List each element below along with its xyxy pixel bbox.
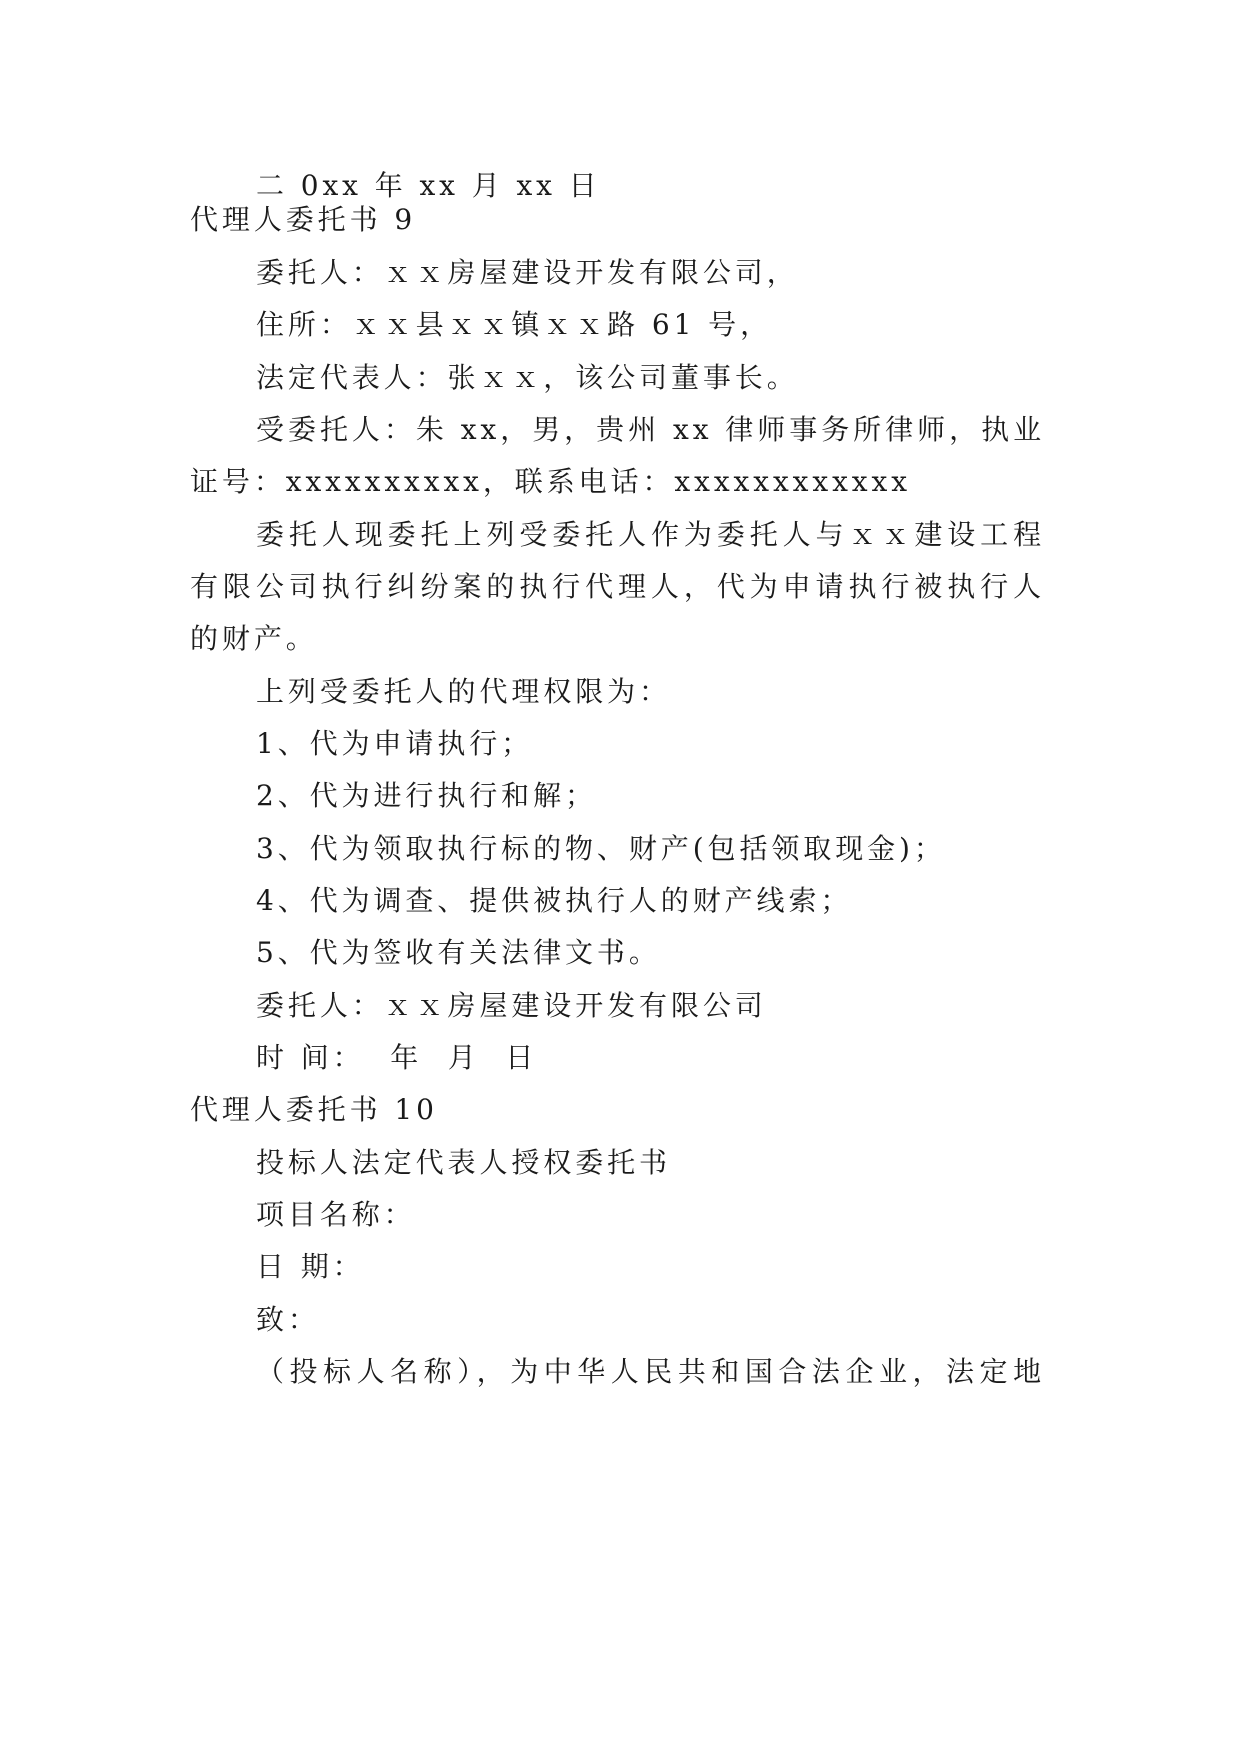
- address-line: 住所：ｘｘ县ｘｘ镇ｘｘ路 61 号，: [256, 308, 772, 341]
- to-label: 致：: [256, 1303, 320, 1336]
- date-label: 日 期：: [256, 1250, 365, 1283]
- body-line-3: 的财产。: [190, 622, 318, 655]
- section-9-title: 代理人委托书 9: [190, 203, 417, 236]
- power-item: 5、代为签收有关法律文书。: [256, 936, 661, 969]
- date-line: 二 0xx 年 xx 月 xx 日: [256, 169, 601, 202]
- section-10-title: 代理人委托书 10: [190, 1093, 438, 1126]
- power-item: 2、代为进行执行和解；: [256, 779, 597, 812]
- principal-line: 委托人：ｘｘ房屋建设开发有限公司，: [256, 256, 799, 289]
- body-line-2: 有限公司执行纠纷案的执行代理人，代为申请执行被执行人: [190, 570, 1045, 603]
- power-item: 1、代为申请执行；: [256, 727, 534, 760]
- legal-representative-line: 法定代表人：张ｘｘ，该公司董事长。: [256, 361, 799, 394]
- powers-intro: 上列受委托人的代理权限为：: [256, 675, 671, 708]
- power-item: 4、代为调查、提供被执行人的财产线索；: [256, 884, 853, 917]
- signature-time: 时 间： 年 月 日: [256, 1041, 538, 1074]
- section-10-body-line-1: （投标人名称），为中华人民共和国合法企业，法定地: [256, 1355, 1045, 1388]
- power-item: 3、代为领取执行标的物、财产(包括领取现金)；: [256, 832, 946, 865]
- project-name-label: 项目名称：: [256, 1198, 416, 1231]
- agent-line-1: 受委托人：朱 xx，男，贵州 xx 律师事务所律师，执业: [256, 413, 1045, 446]
- section-10-subtitle: 投标人法定代表人授权委托书: [256, 1146, 671, 1179]
- body-line-1: 委托人现委托上列受委托人作为委托人与ｘｘ建设工程: [256, 518, 1045, 551]
- agent-line-2: 证号：xxxxxxxxxx，联系电话：xxxxxxxxxxxx: [190, 465, 911, 498]
- signature-principal: 委托人：ｘｘ房屋建设开发有限公司: [256, 989, 767, 1022]
